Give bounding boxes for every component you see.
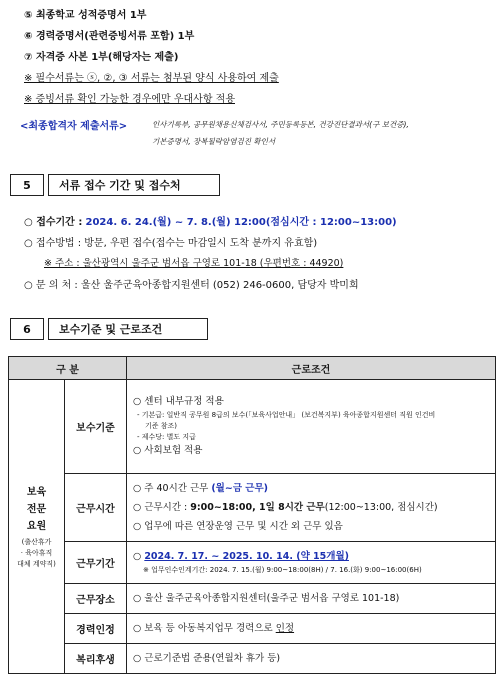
row-label-welfare: 복리후생 (65, 644, 127, 674)
row-label-pay: 보수기준 (65, 380, 127, 474)
time-line-2-hours: 9:00~18:00, 1일 8시간 근무 (190, 502, 325, 513)
doc-item-6: ⑥ 경력증명서(관련증빙서류 포함) 1부 (24, 31, 195, 42)
time-line-3: ○ 업무에 따른 연장운영 근무 및 시간 외 근무 있음 (133, 521, 343, 532)
group-title: 보육 전문 요원 (26, 486, 47, 532)
row-pay-content (127, 380, 496, 474)
row-label-place: 근무장소 (65, 584, 127, 614)
period-line-1-dates: 2024. 7. 17. ~ 2025. 10. 14. (약 15개월) (144, 551, 349, 562)
period-line-1 (133, 549, 489, 565)
period-line-2: ※ 업무인수인계기간: 2024. 7. 15.(월) 9:00~18:00(8H) / 7. 16.(화) 9:00~16:00(6H) (143, 566, 422, 574)
time-line-1 (133, 479, 489, 498)
doc-item-7: ⑦ 자격증 사본 1부(해당자는 제출) (24, 52, 179, 63)
place-line-1: ○ 울산 울주군육아종합지원센터(울주군 범서읍 구영로 101-18) (127, 584, 496, 614)
address-row: ※ 주소 : 울산광역시 울주군 범서읍 구영로 101-18 (우편번호 : 44920) (44, 258, 344, 269)
career-line-recognized: 인정 (275, 622, 295, 634)
doc-item-5: ⑤ 최종학교 성적증명서 1부 (24, 10, 147, 21)
final-docs-text-2: 기본증명서, 장복될락암염검진 확인서 (152, 137, 276, 146)
evidence-note: ※ 증빙서류 확인 가능한 경우에만 우대사항 적용 (24, 94, 235, 105)
required-docs-note: ※ 필수서류는 ⓢ, ②, ③ 서류는 첨부된 양식 사용하여 제출 (24, 73, 279, 84)
time-line-1-text: ○ 주 40시간 근무 (133, 483, 212, 494)
section-6-title: 보수기준 및 근로조건 (48, 318, 208, 340)
section-6-number: 6 (10, 318, 44, 340)
header-category: 구 분 (9, 357, 127, 380)
career-line-text: ○ 보육 등 아동복지업무 경력으로 (133, 622, 276, 634)
final-docs-label: <최종합격자 제출서류> (20, 121, 128, 132)
row-time-content (127, 474, 496, 542)
group-cell (9, 380, 65, 674)
time-line-1-days: (월~금 근무) (211, 483, 269, 494)
row-period-content (127, 542, 496, 584)
time-line-2 (133, 498, 489, 517)
row-label-period: 근무기간 (65, 542, 127, 584)
time-line-2-text: ○ 근무시간 : (133, 502, 191, 513)
group-subtitle: (출산휴가 · 육아휴직 대체 계약직) (17, 537, 56, 568)
header-conditions: 근로조건 (127, 357, 496, 380)
pay-line-2: - 기본급: 일반직 공무원 8급의 보수(「보육사업안내」 (보건복지부) 육아종합지원센터 직원 인건비 (137, 411, 436, 419)
period-row (24, 213, 397, 228)
pay-line-5: ○ 사회보험 적용 (133, 445, 203, 456)
period-line-1-bullet: ○ (133, 551, 145, 562)
conditions-table (8, 356, 496, 674)
pay-line-4: - 제수당: 별도 지급 (137, 433, 196, 441)
period-value: 2024. 6. 24.(월) ~ 7. 8.(월) 12:00(점심시간 : 12:00~13:00) (85, 217, 397, 228)
welfare-line-1: ○ 근로기준법 준용(연월차 휴가 등) (127, 644, 496, 674)
final-docs-text-1: 인사기록부, 공무원채용신체검사서, 주민등록등본, 건강진단결과서(구 보건증), (152, 120, 409, 129)
pay-line-1: ○ 센터 내부규정 적용 (133, 396, 224, 407)
pay-line-3: 기준 참조) (145, 422, 178, 430)
row-career-content (127, 614, 496, 644)
method-row: ○ 접수방법 : 방문, 우편 접수(접수는 마감일시 도착 분까지 유효함) (24, 238, 318, 249)
section-5-title: 서류 접수 기간 및 접수처 (48, 174, 220, 196)
row-label-time: 근무시간 (65, 474, 127, 542)
row-label-career: 경력인정 (65, 614, 127, 644)
contact-row: ○ 문 의 처 : 울산 울주군육아종합지원센터 (052) 246-0600, 담당자 박미희 (24, 280, 359, 291)
period-label: ○ 접수기간 : (24, 217, 83, 228)
section-5-number: 5 (10, 174, 44, 196)
time-line-2-lunch: (12:00~13:00, 점심시간) (324, 502, 438, 513)
